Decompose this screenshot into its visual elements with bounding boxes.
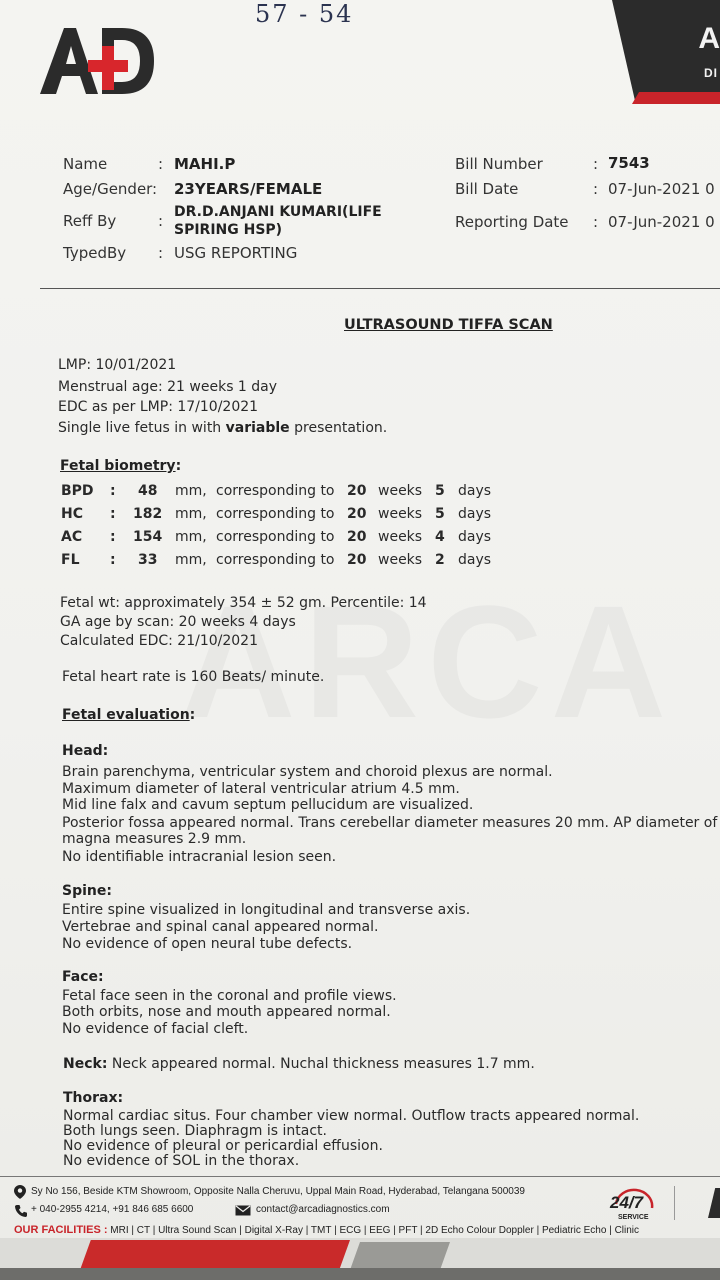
reff-value-line2 [174, 222, 282, 238]
ga-scan-line: GA age by scan: 20 weeks 4 days [60, 614, 296, 630]
face-line: No evidence of facial cleft. [62, 1021, 249, 1037]
bio-param: AC [61, 529, 83, 545]
footer-address: Sy No 156, Beside KTM Showroom, Opposite Nalla Cheruvu, Uppal Main Road, Hyderabad, Telangana 500039 [31, 1186, 525, 1197]
face-line: Both orbits, nose and mouth appeared normal. [62, 1004, 391, 1020]
head-line: No identifiable intracranial lesion seen. [62, 849, 337, 865]
footer-facilities [14, 1224, 639, 1236]
bill-date-value: 07-Jun-2021 0 [608, 180, 715, 198]
age-label: Age/Gender [63, 180, 153, 198]
bio-colon: : [110, 506, 116, 522]
email-icon [235, 1205, 251, 1216]
age-colon: : [152, 180, 158, 198]
thorax-line: No evidence of SOL in the thorax. [63, 1153, 300, 1169]
spine-line: Vertebrae and spinal canal appeared normal. [62, 919, 379, 935]
head-line: Posterior fossa appeared normal. Trans cerebellar diameter measures 20 mm. AP diameter of [62, 815, 718, 831]
bio-unit: mm, [175, 529, 207, 545]
bio-weeks-label: weeks [378, 529, 423, 545]
presentation-post: presentation. [289, 420, 388, 436]
typed-colon: : [158, 244, 164, 262]
reff-value-line1 [174, 204, 382, 220]
biometry-heading-colon: : [175, 458, 182, 474]
corner-brand-letter: A [698, 22, 720, 55]
presentation-bold: variable [225, 420, 290, 436]
ad-logo [36, 20, 156, 100]
header-divider [40, 288, 720, 289]
bio-days: 5 [435, 483, 445, 499]
bill-number-value [608, 154, 650, 172]
bio-unit: mm, [175, 552, 207, 568]
head-line: Maximum diameter of lateral ventricular atrium 4.5 mm. [62, 781, 460, 797]
bill-number-colon: : [593, 155, 599, 173]
reporting-date-label: Reporting Date [455, 213, 569, 231]
footer-email: contact@arcadiagnostics.com [256, 1204, 390, 1215]
typed-label: TypedBy [63, 244, 127, 262]
bill-number-label: Bill Number [455, 155, 543, 173]
bottom-red-stripe [80, 1240, 350, 1270]
bio-weeks-label: weeks [378, 483, 423, 499]
calculated-edc-line: Calculated EDC: 21/10/2021 [60, 633, 258, 649]
bio-param: FL [61, 552, 80, 568]
bio-colon: : [110, 529, 116, 545]
evaluation-heading [62, 707, 195, 723]
reff-value-1: DR.D.ANJANI KUMARI(LIFE [174, 204, 382, 220]
bill-date-colon: : [593, 180, 599, 198]
spine-line: Entire spine visualized in longitudinal and transverse axis. [62, 902, 471, 918]
footer-separator [674, 1186, 675, 1220]
badge-sub-text: SERVICE [618, 1214, 649, 1221]
bio-weeks-label: weeks [378, 506, 423, 522]
thorax-line: Normal cardiac situs. Four chamber view normal. Outflow tracts appeared normal. [63, 1108, 640, 1124]
neck-heading: Neck: [63, 1056, 108, 1072]
bill-date-label: Bill Date [455, 180, 519, 198]
bio-days-label: days [458, 506, 492, 522]
corner-red-stripe [632, 92, 720, 104]
name-label: Name [63, 155, 108, 173]
handwritten-note: 57 - 54 [255, 0, 354, 28]
bio-param: HC [61, 506, 83, 522]
corner-brand-sub: DI [704, 66, 718, 80]
facilities-list: MRI | CT | Ultra Sound Scan | Digital X-Ray | TMT | ECG | EEG | PFT | 2D Echo Colour Doppler | Pediatric Echo | Clinic [107, 1225, 640, 1236]
bio-days: 5 [435, 506, 445, 522]
head-line: magna measures 2.9 mm. [62, 831, 247, 847]
head-heading: Head: [62, 743, 109, 759]
age-value-text: 23YEARS/FEMALE [174, 180, 323, 198]
bio-unit: mm, [175, 483, 207, 499]
reff-colon: : [158, 212, 164, 230]
thorax-heading: Thorax: [63, 1090, 124, 1106]
typed-value: USG REPORTING [174, 244, 298, 262]
bio-value: 154 [133, 529, 163, 545]
bill-number-text: 7543 [608, 154, 650, 172]
lmp-line: LMP: 10/01/2021 [58, 357, 177, 373]
menstrual-age-line: Menstrual age: 21 weeks 1 day [58, 379, 278, 395]
bio-weeks: 20 [347, 529, 367, 545]
thorax-line: No evidence of pleural or pericardial effusion. [63, 1138, 383, 1154]
bio-text: corresponding to [216, 506, 335, 522]
bio-text: corresponding to [216, 529, 335, 545]
face-line: Fetal face seen in the coronal and profile views. [62, 988, 397, 1004]
biometry-heading [60, 458, 181, 474]
edc-lmp-line: EDC as per LMP: 17/10/2021 [58, 399, 259, 415]
neck-text: Neck appeared normal. Nuchal thickness measures 1.7 mm. [107, 1056, 535, 1072]
neck-line [63, 1056, 535, 1072]
phone-icon [14, 1204, 28, 1218]
head-line: Brain parenchyma, ventricular system and choroid plexus are normal. [62, 764, 553, 780]
reporting-date-colon: : [593, 213, 599, 231]
evaluation-heading-colon: : [189, 707, 196, 723]
service-24-7-badge-icon [606, 1186, 662, 1222]
bio-unit: mm, [175, 506, 207, 522]
bio-colon: : [110, 483, 116, 499]
bio-value: 182 [133, 506, 163, 522]
bio-weeks: 20 [347, 552, 367, 568]
reff-value-2: SPIRING HSP) [174, 222, 283, 238]
reporting-date-value: 07-Jun-2021 0 [608, 213, 715, 231]
face-heading: Face: [62, 969, 104, 985]
bio-param: BPD [61, 483, 94, 499]
badge-main-text: 24/7 [610, 1193, 644, 1212]
thorax-line: Both lungs seen. Diaphragm is intact. [63, 1123, 327, 1139]
footer-phone: + 040-2955 4214, +91 846 685 6600 [31, 1204, 194, 1215]
bio-days-label: days [458, 529, 492, 545]
location-pin-icon [14, 1185, 26, 1199]
head-line: Mid line falx and cavum septum pellucidum are visualized. [62, 797, 474, 813]
footer-divider [0, 1176, 720, 1177]
bio-text: corresponding to [216, 552, 335, 568]
name-value [174, 155, 235, 173]
spine-line: No evidence of open neural tube defects. [62, 936, 353, 952]
bio-days: 4 [435, 529, 445, 545]
bottom-dark-stripe [0, 1268, 720, 1280]
bio-text: corresponding to [216, 483, 335, 499]
bio-weeks: 20 [347, 506, 367, 522]
bio-colon: : [110, 552, 116, 568]
bio-value: 33 [138, 552, 158, 568]
bio-days: 2 [435, 552, 445, 568]
bio-days-label: days [458, 552, 492, 568]
presentation-line [58, 420, 387, 436]
bio-weeks: 20 [347, 483, 367, 499]
biometry-heading-text: Fetal biometry [60, 458, 176, 474]
bio-weeks-label: weeks [378, 552, 423, 568]
name-colon: : [158, 155, 164, 173]
reff-label: Reff By [63, 212, 117, 230]
bottom-grey-stripe [350, 1242, 450, 1270]
spine-heading: Spine: [62, 883, 112, 899]
age-value [174, 180, 322, 198]
presentation-pre: Single live fetus in with [58, 420, 226, 436]
report-title: ULTRASOUND TIFFA SCAN [344, 317, 553, 333]
facilities-label: OUR FACILITIES : [14, 1224, 108, 1236]
name-value-text: MAHI.P [174, 155, 236, 173]
evaluation-heading-text: Fetal evaluation [62, 707, 190, 723]
bio-value: 48 [138, 483, 158, 499]
heart-rate-line: Fetal heart rate is 160 Beats/ minute. [62, 669, 325, 685]
bio-days-label: days [458, 483, 492, 499]
fetal-weight-line: Fetal wt: approximately 354 ± 52 gm. Percentile: 14 [60, 595, 427, 611]
